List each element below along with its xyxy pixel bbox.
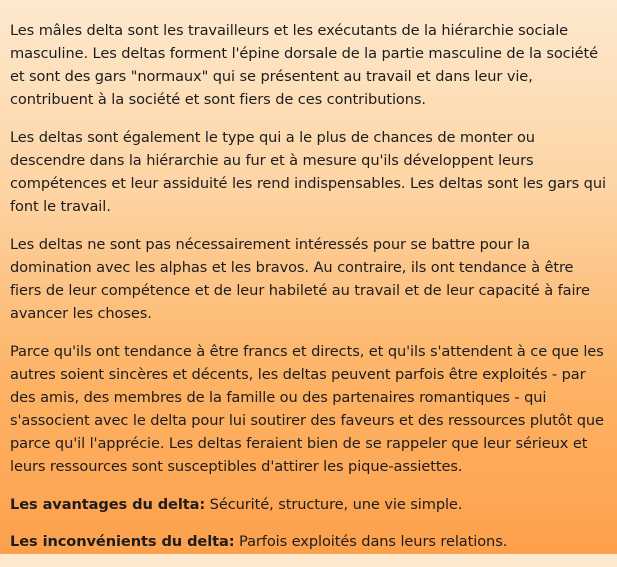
paragraph-competence: Les deltas ne sont pas nécessairement intéressés pour se battre pour la domination avec les alphas et les bravos. Au contraire, ils ont tendance à être fiers de leur compétence et de leur habileté au travail et de leur capacité à faire avancer les choses. (10, 236, 590, 322)
article-body (10, 19, 607, 567)
advantages-text: Sécurité, structure, une vie simple. (205, 496, 463, 513)
paragraph-intro: Les mâles delta sont les travailleurs et les exécutants de la hiérarchie sociale masculine. Les deltas forment l'épine dorsale de la partie masculine de la société et sont des gars "normaux" qui se présentent au travail et dans leur vie, contribuent à la société et sont fiers de ces contributions. (10, 22, 598, 108)
paragraph-mobility: Les deltas sont également le type qui a le plus de chances de monter ou descendre dans la hiérarchie au fur et à mesure qu'ils développent leurs compétences et leur assiduité les rend indispensables. Les deltas sont les gars qui font le travail. (10, 129, 606, 215)
advantages-label: Les avantages du delta: (10, 496, 206, 513)
disadvantages-label: Les inconvénients du delta: (10, 533, 235, 550)
disadvantages-line (10, 530, 607, 553)
paragraph-exploitation: Parce qu'ils ont tendance à être francs et directs, et qu'ils s'attendent à ce que les autres soient sincères et décents, les deltas peuvent parfois être exploités - par des amis, des membres de la famille ou des partenaires romantiques - qui s'associent avec le delta pour lui soutirer des faveurs et des ressources plutôt que parce qu'il l'apprécie. Les deltas feraient bien de se rappeler que leur sérieux et leurs ressources sont susceptibles d'attirer les pique-assiettes. (10, 343, 604, 475)
disadvantages-text: Parfois exploités dans leurs relations. (234, 533, 508, 550)
advantages-line (10, 493, 607, 516)
